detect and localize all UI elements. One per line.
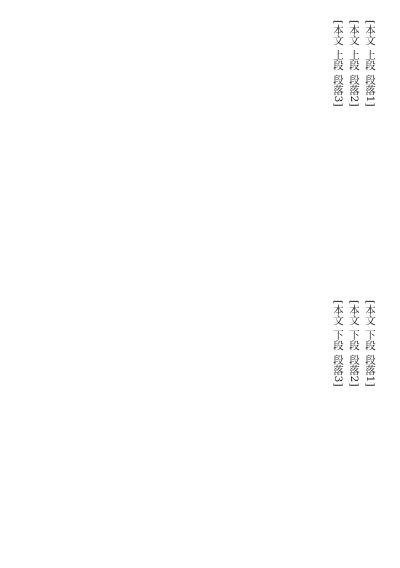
paragraph: [本文 上段 段落2] [348,20,360,107]
paragraph: [本文 下段 段落3] [332,300,344,387]
paragraph: [本文 下段 段落2] [348,300,360,387]
paragraph: [本文 上段 段落1] [364,20,376,107]
bottom-text-block [22,300,378,552]
top-text-block [22,20,378,272]
paragraph: [本文 上段 段落3] [332,20,344,107]
paragraph: [本文 下段 段落1] [364,300,376,387]
